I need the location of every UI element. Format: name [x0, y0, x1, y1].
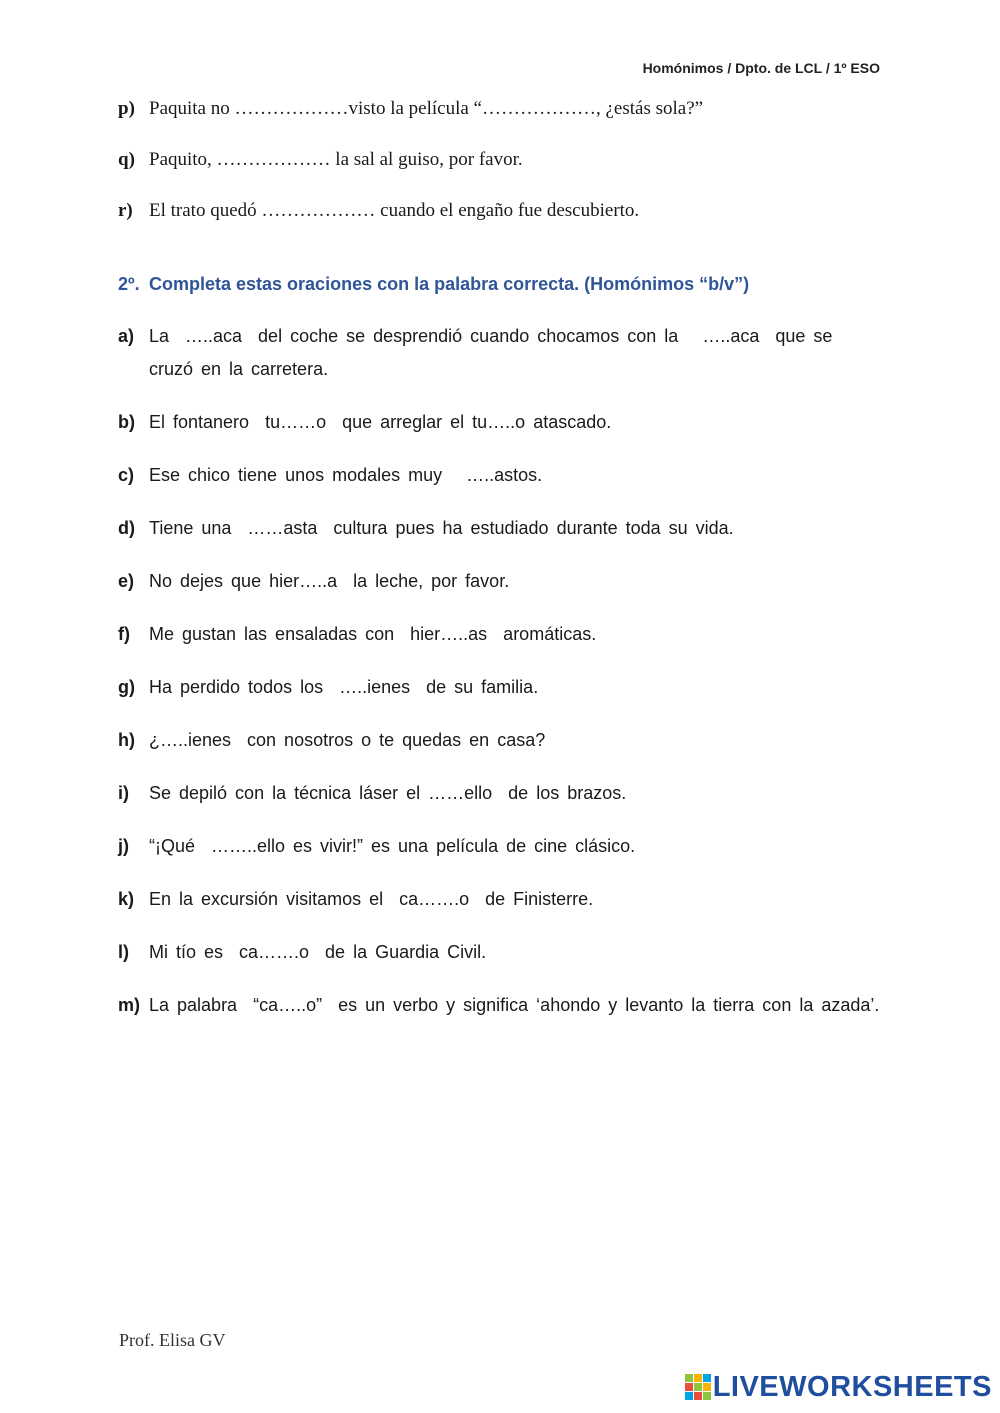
item-marker: m) [118, 995, 140, 1015]
item-text: Tiene una ……asta cultura pues ha estudiado durante toda su vida. [149, 518, 734, 538]
item-text: No dejes que hier…..a la leche, por favor. [149, 571, 510, 591]
item-text: El fontanero tu……o que arreglar el tu…..o atascado. [149, 412, 612, 432]
liveworksheets-watermark [685, 1369, 992, 1405]
item-text: “¡Qué ……..ello es vivir!” es una película de cine clásico. [149, 836, 636, 856]
list-item [118, 406, 881, 439]
item-text: La palabra “ca…..o” es un verbo y significa ‘ahondo y levanto la tierra con la azada’. [149, 995, 880, 1015]
item-marker: h) [118, 730, 135, 750]
item-text: La …..aca del coche se desprendió cuando chocamos con la …..aca que se cruzó en la carretera. [149, 326, 841, 379]
item-text: Ha perdido todos los …..ienes de su familia. [149, 677, 539, 697]
list-item [118, 195, 888, 246]
item-marker: c) [118, 465, 135, 485]
list-item [118, 777, 881, 810]
item-marker: q) [118, 149, 135, 170]
item-marker: r) [118, 200, 133, 221]
item-text: ¿…..ienes con nosotros o te quedas en casa? [149, 730, 546, 750]
list-item [118, 989, 881, 1022]
list-item [118, 512, 881, 545]
item-text: Ese chico tiene unos modales muy …..astos. [149, 465, 543, 485]
section-heading [118, 268, 749, 300]
item-marker: b) [118, 412, 135, 432]
list-item [118, 671, 881, 704]
list-item [118, 459, 881, 492]
section-title: Completa estas oraciones con la palabra correcta. (Homónimos “b/v”) [149, 274, 750, 294]
page-header: Homónimos / Dpto. de LCL / 1º ESO [642, 60, 880, 76]
item-marker: e) [118, 571, 135, 591]
section-number: 2º. [118, 274, 140, 294]
item-marker: f) [118, 624, 130, 644]
item-text: Paquito, ……………… la sal al guiso, por favor. [149, 149, 523, 170]
list-item [118, 320, 881, 386]
item-marker: l) [118, 942, 129, 962]
item-text: Paquita no ………………visto la película “………………, ¿estás sola?” [149, 98, 704, 119]
item-text: En la excursión visitamos el ca…….o de Finisterre. [149, 889, 594, 909]
item-marker: d) [118, 518, 135, 538]
item-marker: a) [118, 326, 135, 346]
list-item [118, 618, 881, 651]
list-item [118, 936, 881, 969]
item-text: Se depiló con la técnica láser el ……ello de los brazos. [149, 783, 627, 803]
item-marker: i) [118, 783, 129, 803]
list-item [118, 93, 888, 144]
exercise-list [118, 320, 881, 1042]
list-item [118, 830, 881, 863]
previous-exercise-list [118, 93, 888, 246]
list-item [118, 724, 881, 757]
item-text: El trato quedó ……………… cuando el engaño fue descubierto. [149, 200, 640, 221]
item-marker: p) [118, 98, 135, 119]
item-text: Me gustan las ensaladas con hier…..as aromáticas. [149, 624, 597, 644]
liveworksheets-logo-icon [685, 1374, 711, 1400]
list-item [118, 565, 881, 598]
list-item [118, 883, 881, 916]
item-marker: j) [118, 836, 129, 856]
item-text: Mi tío es ca…….o de la Guardia Civil. [149, 942, 487, 962]
item-marker: k) [118, 889, 135, 909]
item-marker: g) [118, 677, 135, 697]
list-item [118, 144, 888, 195]
footer-author: Prof. Elisa GV [119, 1330, 226, 1350]
brand-name: LIVEWORKSHEETS [712, 1370, 992, 1403]
